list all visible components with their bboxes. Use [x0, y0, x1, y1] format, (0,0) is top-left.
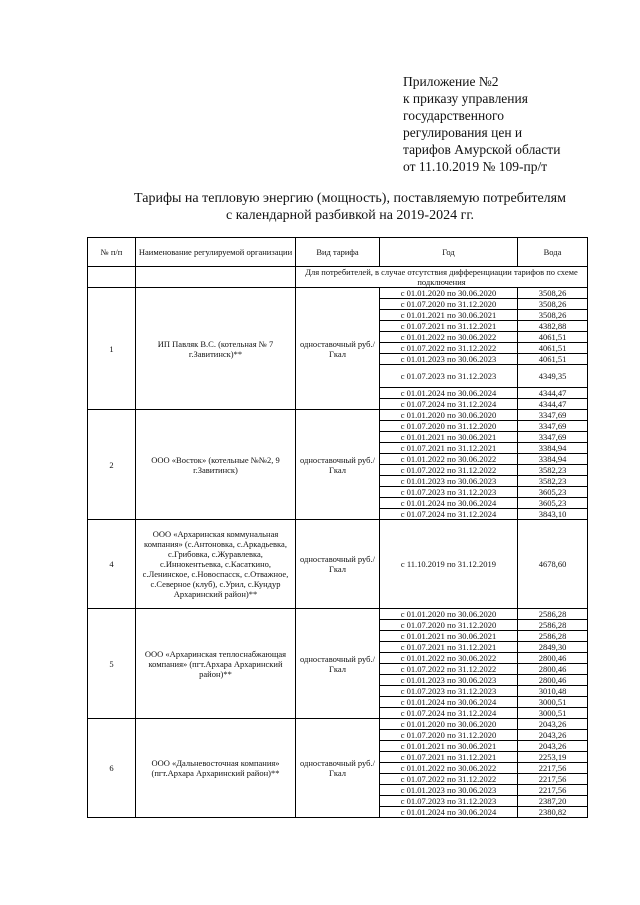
water-value-cell: 3000,51 — [518, 708, 588, 719]
subheader-row — [88, 267, 588, 288]
org-number-cell: 5 — [88, 609, 136, 719]
water-value-cell: 3347,69 — [518, 421, 588, 432]
water-value-cell: 3000,51 — [518, 697, 588, 708]
title-line-2: с календарной разбивкой на 2019-2024 гг. — [226, 208, 474, 223]
water-value-cell: 2586,28 — [518, 620, 588, 631]
water-value-cell: 2586,28 — [518, 609, 588, 620]
water-value-cell: 4349,35 — [518, 365, 588, 388]
water-value-cell: 2387,20 — [518, 796, 588, 807]
table-row — [88, 609, 588, 620]
column-header-type: Вид тарифа — [296, 238, 380, 267]
water-value-cell: 2586,28 — [518, 631, 588, 642]
water-value-cell: 3384,94 — [518, 454, 588, 465]
period-cell: с 01.07.2024 по 31.12.2024 — [380, 509, 518, 520]
period-cell: с 01.07.2021 по 31.12.2021 — [380, 752, 518, 763]
water-value-cell: 2043,26 — [518, 741, 588, 752]
org-name-cell: ООО «Архаринская теплоснабжающая компания» (пгт.Архара Архаринский район)** — [136, 609, 296, 719]
header-line: Приложение №2 — [403, 74, 499, 89]
period-cell: с 01.01.2022 по 30.06.2022 — [380, 763, 518, 774]
period-cell: с 01.07.2024 по 31.12.2024 — [380, 708, 518, 719]
period-cell: с 01.07.2023 по 31.12.2023 — [380, 686, 518, 697]
period-cell: с 01.01.2020 по 30.06.2020 — [380, 719, 518, 730]
subheader-spacer — [88, 267, 136, 288]
tariff-type-cell: одноставочный руб./Гкал — [296, 609, 380, 719]
water-value-cell: 3010,48 — [518, 686, 588, 697]
period-cell: с 01.01.2021 по 30.06.2021 — [380, 310, 518, 321]
column-header-num: № п/п — [88, 238, 136, 267]
period-cell: с 01.01.2022 по 30.06.2022 — [380, 454, 518, 465]
period-cell: с 01.07.2024 по 31.12.2024 — [380, 399, 518, 410]
water-value-cell: 3508,26 — [518, 299, 588, 310]
org-name-cell: ООО «Восток» (котельные №№2, 9 г.Завитинск) — [136, 410, 296, 520]
water-value-cell: 2217,56 — [518, 774, 588, 785]
period-cell: с 01.01.2024 по 30.06.2024 — [380, 807, 518, 818]
period-cell: с 01.07.2022 по 31.12.2022 — [380, 465, 518, 476]
period-cell: с 01.01.2024 по 30.06.2024 — [380, 498, 518, 509]
table-row — [88, 520, 588, 609]
water-value-cell: 3605,23 — [518, 487, 588, 498]
appendix-header — [403, 73, 628, 175]
period-cell: с 01.07.2023 по 31.12.2023 — [380, 365, 518, 388]
subheader-spacer — [136, 267, 296, 288]
period-cell: с 01.07.2020 по 31.12.2020 — [380, 421, 518, 432]
period-cell: с 01.01.2021 по 30.06.2021 — [380, 631, 518, 642]
header-line: тарифов Амурской области — [403, 142, 561, 157]
table-row — [88, 288, 588, 299]
period-cell: с 01.07.2022 по 31.12.2022 — [380, 343, 518, 354]
period-cell: с 01.01.2021 по 30.06.2021 — [380, 741, 518, 752]
period-cell: с 01.01.2022 по 30.06.2022 — [380, 332, 518, 343]
period-cell: с 01.01.2020 по 30.06.2020 — [380, 288, 518, 299]
period-cell: с 01.07.2021 по 31.12.2021 — [380, 321, 518, 332]
period-cell: с 01.07.2021 по 31.12.2021 — [380, 443, 518, 454]
column-header-org: Наименование регулируемой организации — [136, 238, 296, 267]
header-line: регулирования цен и — [403, 125, 523, 140]
document-title — [80, 190, 620, 224]
period-cell: с 01.07.2022 по 31.12.2022 — [380, 664, 518, 675]
period-cell: с 01.01.2023 по 30.06.2023 — [380, 354, 518, 365]
period-cell: с 01.07.2022 по 31.12.2022 — [380, 774, 518, 785]
period-cell: с 01.07.2023 по 31.12.2023 — [380, 796, 518, 807]
water-value-cell: 4061,51 — [518, 332, 588, 343]
water-value-cell: 2800,46 — [518, 653, 588, 664]
tariff-type-cell: одноставочный руб./Гкал — [296, 719, 380, 818]
period-cell: с 01.01.2021 по 30.06.2021 — [380, 432, 518, 443]
water-value-cell: 4382,88 — [518, 321, 588, 332]
org-number-cell: 4 — [88, 520, 136, 609]
water-value-cell: 4678,60 — [518, 520, 588, 609]
tariff-type-cell: одноставочный руб./Гкал — [296, 288, 380, 410]
period-cell: с 01.07.2020 по 31.12.2020 — [380, 620, 518, 631]
water-value-cell: 3605,23 — [518, 498, 588, 509]
water-value-cell: 3582,23 — [518, 465, 588, 476]
period-cell: с 11.10.2019 по 31.12.2019 — [380, 520, 518, 609]
water-value-cell: 2043,26 — [518, 730, 588, 741]
water-value-cell: 4344,47 — [518, 399, 588, 410]
water-value-cell: 2380,82 — [518, 807, 588, 818]
table-header-row — [88, 238, 588, 267]
water-value-cell: 3384,94 — [518, 443, 588, 454]
water-value-cell: 2800,46 — [518, 675, 588, 686]
tariff-type-cell: одноставочный руб./Гкал — [296, 520, 380, 609]
period-cell: с 01.07.2023 по 31.12.2023 — [380, 487, 518, 498]
title-line-1: Тарифы на тепловую энергию (мощность), поставляемую потребителям — [134, 191, 566, 206]
org-name-cell: ООО «Дальневосточная компания» (пгт.Архара Архаринский район)** — [136, 719, 296, 818]
water-value-cell: 2043,26 — [518, 719, 588, 730]
tariff-table — [87, 237, 588, 818]
period-cell: с 01.07.2021 по 31.12.2021 — [380, 642, 518, 653]
org-number-cell: 1 — [88, 288, 136, 410]
period-cell: с 01.01.2020 по 30.06.2020 — [380, 609, 518, 620]
org-name-cell: ИП Павляк В.С. (котельная № 7 г.Завитинск)** — [136, 288, 296, 410]
period-cell: с 01.01.2022 по 30.06.2022 — [380, 653, 518, 664]
period-cell: с 01.01.2020 по 30.06.2020 — [380, 410, 518, 421]
water-value-cell: 3347,69 — [518, 410, 588, 421]
water-value-cell: 3508,26 — [518, 288, 588, 299]
water-value-cell: 3843,10 — [518, 509, 588, 520]
column-header-year: Год — [380, 238, 518, 267]
period-cell: с 01.07.2020 по 31.12.2020 — [380, 299, 518, 310]
table-body — [88, 267, 588, 818]
period-cell: с 01.01.2023 по 30.06.2023 — [380, 675, 518, 686]
org-number-cell: 2 — [88, 410, 136, 520]
header-line: от 11.10.2019 № 109-пр/т — [403, 159, 548, 174]
water-value-cell: 3582,23 — [518, 476, 588, 487]
org-name-cell: ООО «Архаринская коммунальная компания» (с.Антоновка, с.Аркадьевка, с.Грибовка, с.Журавлевка, с.Иннокентьевка, с.Касаткино, с.Ленинское, с.Новоспасск, с.Отважное, с.Северное (клуб), с.Урил, с.Кундур Архаринский район)** — [136, 520, 296, 609]
table-row — [88, 410, 588, 421]
water-value-cell: 4344,47 — [518, 388, 588, 399]
org-number-cell: 6 — [88, 719, 136, 818]
water-value-cell: 2253,19 — [518, 752, 588, 763]
header-line: к приказу управления — [403, 91, 528, 106]
water-value-cell: 4061,51 — [518, 354, 588, 365]
period-cell: с 01.01.2024 по 30.06.2024 — [380, 388, 518, 399]
tariff-type-cell: одноставочный руб./Гкал — [296, 410, 380, 520]
table-row — [88, 719, 588, 730]
period-cell: с 01.01.2023 по 30.06.2023 — [380, 785, 518, 796]
water-value-cell: 2849,30 — [518, 642, 588, 653]
period-cell: с 01.07.2020 по 31.12.2020 — [380, 730, 518, 741]
water-value-cell: 3347,69 — [518, 432, 588, 443]
column-header-water: Вода — [518, 238, 588, 267]
subheader-cell: Для потребителей, в случае отсутствия дифференциации тарифов по схеме подключения — [296, 267, 588, 288]
water-value-cell: 3508,26 — [518, 310, 588, 321]
header-line: государственного — [403, 108, 504, 123]
water-value-cell: 2217,56 — [518, 763, 588, 774]
water-value-cell: 2217,56 — [518, 785, 588, 796]
water-value-cell: 2800,46 — [518, 664, 588, 675]
period-cell: с 01.01.2024 по 30.06.2024 — [380, 697, 518, 708]
period-cell: с 01.01.2023 по 30.06.2023 — [380, 476, 518, 487]
water-value-cell: 4061,51 — [518, 343, 588, 354]
